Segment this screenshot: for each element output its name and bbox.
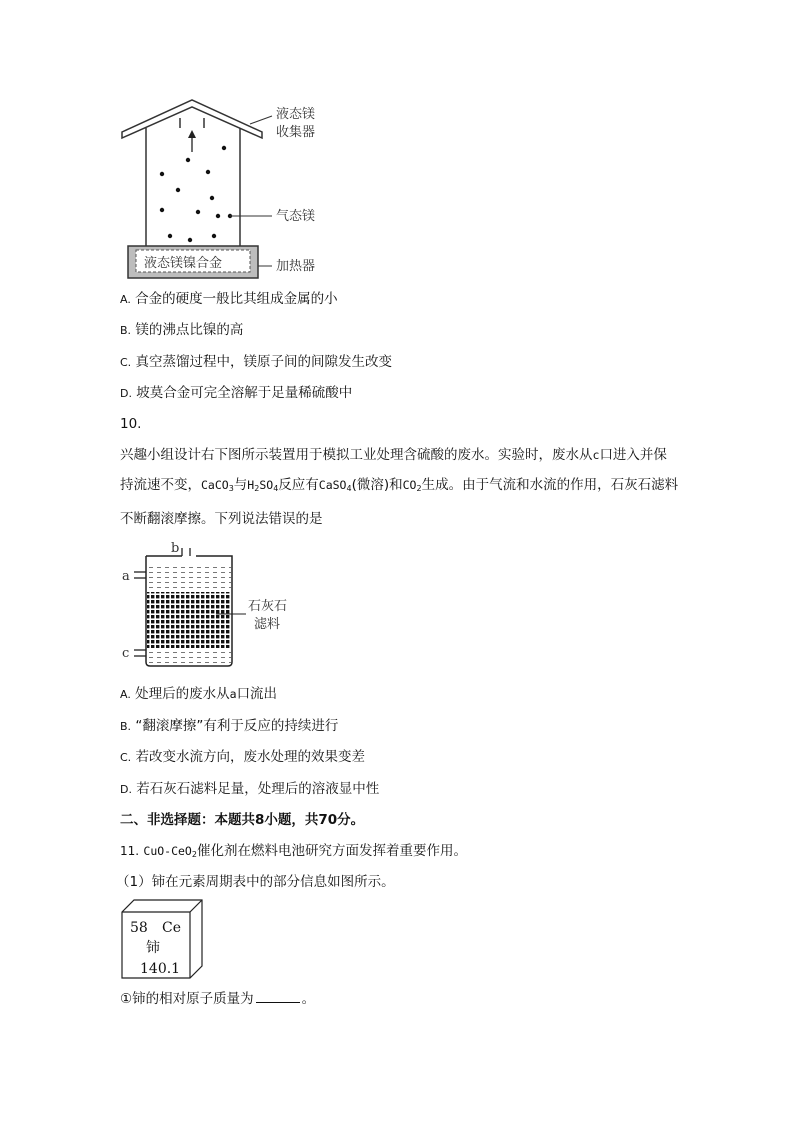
gas-magnesium-dots [160, 146, 232, 242]
q10-option-a [120, 684, 277, 705]
formula-caco3: CaCO [201, 478, 229, 492]
question-text: ①铈的相对原子质量为 [120, 991, 254, 1007]
option-text: “翻滚摩擦”有利于反应的持续进行 [135, 718, 339, 734]
answer-blank[interactable] [256, 988, 300, 1003]
subscript: 2 [191, 850, 197, 859]
label-port-c: c [122, 646, 130, 661]
option-text: 处理后的废水从 [135, 686, 230, 702]
option-letter: A. [120, 293, 131, 306]
option-letter: D. [120, 783, 132, 796]
q10-option-d [120, 779, 379, 800]
q10-option-b [120, 716, 338, 737]
option-letter: B. [120, 324, 132, 337]
element-symbol: Ce [162, 920, 181, 936]
subscript: 3 [228, 484, 234, 493]
label-port-b: b [171, 541, 180, 556]
element-name: 铈 [146, 940, 160, 956]
question-text: 。 [301, 991, 316, 1007]
stem-text: 反应有 [278, 477, 319, 493]
label-filter-2: 滤料 [254, 617, 281, 632]
element-cell-figure [116, 896, 208, 980]
q11-question1 [120, 988, 315, 1009]
option-letter: C. [120, 751, 132, 764]
q10-option-c [120, 747, 365, 768]
formula-caso4: CaSO [318, 478, 347, 492]
option-text: 口流出 [236, 686, 278, 702]
formula-co2: CO [402, 478, 417, 492]
label-heater: 加热器 [276, 259, 316, 274]
option-text: 若石灰石滤料足量，处理后的溶液显中性 [136, 781, 380, 797]
subscript: 2 [416, 484, 422, 493]
element-number: 58 [130, 920, 148, 936]
formula-cuo-ceo2: CuO-CeO [143, 844, 192, 858]
q11-number: 11. [120, 844, 140, 858]
stem-text: 与 [233, 477, 248, 493]
subscript: 4 [346, 484, 352, 493]
option-letter: A. [120, 688, 131, 701]
label-filter-1: 石灰石 [248, 599, 288, 614]
stem-text: 生成。由于气流和水流的作用，石灰石滤料不断翻滚摩擦。下列说法错误的是 [120, 477, 679, 527]
q11-stem [120, 841, 467, 865]
filter-figure [116, 540, 316, 670]
q11-sub1: （1）铈在元素周期表中的部分信息如图所示。 [116, 874, 395, 890]
option-text: 若改变水流方向，废水处理的效果变差 [135, 749, 365, 765]
stem-text: (微溶)和 [351, 477, 403, 493]
option-text: 坡莫合金可完全溶解于足量稀硫酸中 [136, 385, 353, 401]
option-text: 合金的硬度一般比其组成金属的小 [135, 291, 338, 307]
stem-text: 兴趣小组设计右下图所示装置用于模拟工业处理含硫酸的废水。实验时，废水从 [120, 447, 593, 463]
q10-number: 10. [120, 416, 142, 432]
q9-option-d [120, 383, 352, 404]
distillation-figure [110, 94, 350, 280]
formula-h2so4: H [247, 478, 255, 492]
option-text: 真空蒸馏过程中，镁原子间的间隙发生改变 [135, 354, 392, 370]
limestone-filter [147, 592, 231, 648]
option-text: 镁的沸点比镍的高 [135, 322, 244, 338]
q10-stem [120, 440, 680, 534]
option-letter: C. [120, 356, 132, 369]
section-heading: 二、非选择题：本题共8小题，共70分。 [120, 812, 365, 828]
label-collector-2: 收集器 [276, 125, 316, 140]
option-letter: D. [120, 387, 132, 400]
option-letter: B. [120, 720, 132, 733]
element-mass: 140.1 [140, 961, 181, 977]
stem-port-c: c [592, 448, 600, 462]
label-alloy: 液态镁镍合金 [144, 256, 223, 271]
q9-option-b [120, 320, 243, 341]
q9-option-c [120, 352, 392, 373]
label-collector-1: 液态镁 [276, 107, 316, 122]
stem-text: 催化剂在燃料电池研究方面发挥着重要作用。 [196, 843, 467, 859]
option-port-a: a [229, 687, 237, 701]
subscript: 4 [273, 484, 279, 493]
stem-text: 口进入并保持流速不变， [120, 447, 667, 493]
label-port-a: a [122, 569, 130, 584]
formula-h2so4: SO [259, 478, 274, 492]
subscript: 2 [254, 484, 260, 493]
label-gas: 气态镁 [276, 209, 316, 224]
q9-option-a [120, 289, 338, 310]
